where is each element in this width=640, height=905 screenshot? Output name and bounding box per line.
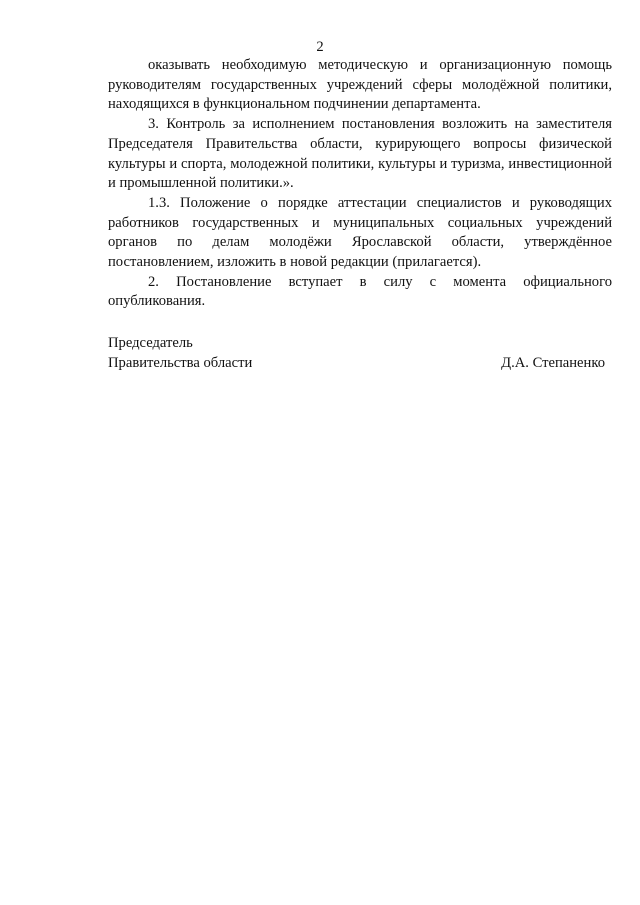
paragraph-regulation-clause: 1.3. Положение о порядке аттестации специалистов и руководящих работников государственных и муниципальных социальных учреждений органов по делам молодёжи Ярославской области, утверждённое постановлением, изложить в новой редакции (прилагается). bbox=[108, 194, 612, 271]
document-body bbox=[108, 56, 612, 312]
page-number: 2 bbox=[316, 39, 324, 55]
paragraph-control-clause: 3. Контроль за исполнением постановления возложить на заместителя Председателя Правительства области, курирующего вопросы физической культуры и спорта, молодежной политики, культуры и туризма, инвестиционной и промышленной политики.». bbox=[108, 116, 612, 192]
signatory-title-line2: Правительства области bbox=[108, 354, 253, 371]
signature-block bbox=[108, 334, 605, 373]
paragraph-effective-clause: 2. Постановление вступает в силу с момента официального опубликования. bbox=[108, 273, 612, 310]
signatory-name: Д.А. Степаненко bbox=[501, 354, 605, 371]
signature-row bbox=[108, 354, 605, 374]
paragraph-continuation: оказывать необходимую методическую и организационную помощь руководителям государственных учреждений сферы молодёжной политики, находящихся в функциональном подчинении департамента. bbox=[108, 57, 612, 113]
signatory-title-line1: Председатель bbox=[108, 335, 193, 351]
